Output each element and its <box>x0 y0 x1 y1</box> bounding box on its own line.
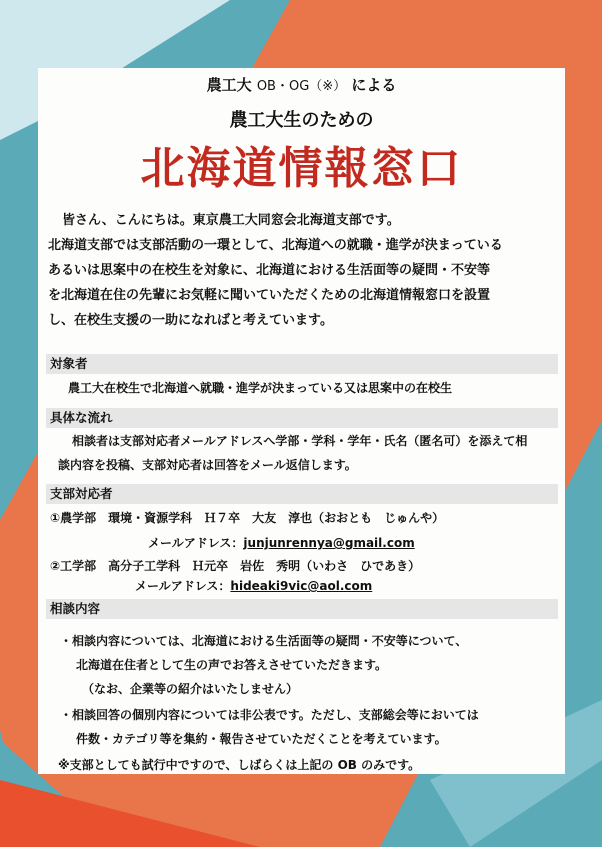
consult-line: ・相談内容については、北海道における生活面等の疑問・不安等について、 <box>60 634 468 648</box>
subtitle: 農工大生のための <box>229 110 374 131</box>
section-flow-heading: 具体な流れ <box>46 408 558 428</box>
section-target-heading: 対象者 <box>46 354 558 374</box>
contact-mail-2 <box>135 577 372 594</box>
section-consult-heading: 相談内容 <box>46 599 558 619</box>
target-text: 農工大在校生で北海道へ就職・進学が決まっている又は思案中の在校生 <box>68 381 453 395</box>
section-contacts-heading: 支部対応者 <box>46 484 558 504</box>
email-link-2[interactable]: hideaki9vic@aol.com <box>230 579 373 593</box>
org-prefix: 農工大 <box>206 76 252 94</box>
intro-text <box>48 208 558 333</box>
consult-line: 北海道在住者として生の声でお答えさせていただきます。 <box>76 658 388 672</box>
consult-note: ※支部としても試行中ですので、しばらくは上記の OB のみです。 <box>58 758 421 772</box>
intro-line: あるいは思案中の在校生を対象に、北海道における生活面等の疑問・不安等 <box>48 263 491 278</box>
org-header <box>38 74 565 95</box>
contact-line-1: ①農学部 環境・資源学科 Ｈ７卒 大友 淳也（おおとも じゅんや） <box>50 511 445 525</box>
intro-line: 北海道支部では支部活動の一環として、北海道への就職・進学が決まっている <box>48 238 503 253</box>
flow-line: 相談者は支部対応者メールアドレスへ学部・学科・学年・氏名（匿名可）を添えて相 <box>72 434 528 448</box>
page-title: 北海道情報窓口 <box>140 143 463 194</box>
email-link-1[interactable]: junjunrennya@gmail.com <box>243 536 415 550</box>
intro-line: 皆さん、こんにちは。東京農工大同窓会北海道支部です。 <box>62 213 400 228</box>
intro-line: を北海道在住の先輩にお気軽に聞いていただくための北海道情報窓口を設置 <box>48 288 491 303</box>
consult-line: ・相談回答の個別内容については非公表です。ただし、支部総会等においては <box>60 708 479 722</box>
contact-line-2: ②工学部 高分子工学科 Ｈ元卒 岩佐 秀明（いわさ ひであき） <box>50 559 421 573</box>
intro-line: し、在校生支援の一助になればと考えています。 <box>48 313 333 328</box>
consult-line: （なお、企業等の紹介はいたしません） <box>82 682 299 696</box>
consult-line: 件数・カテゴリ等を集約・報告させていただくことを考えています。 <box>76 732 447 746</box>
contact-mail-1 <box>148 534 415 551</box>
org-suffix: による <box>351 76 397 94</box>
org-group: OB・OG（※） <box>256 79 347 94</box>
mail-label: メールアドレス： <box>135 579 231 593</box>
mail-label: メールアドレス： <box>148 536 244 550</box>
info-card <box>38 68 565 774</box>
flow-line: 談内容を投稿、支部対応者は回答をメール返信します。 <box>58 458 357 472</box>
